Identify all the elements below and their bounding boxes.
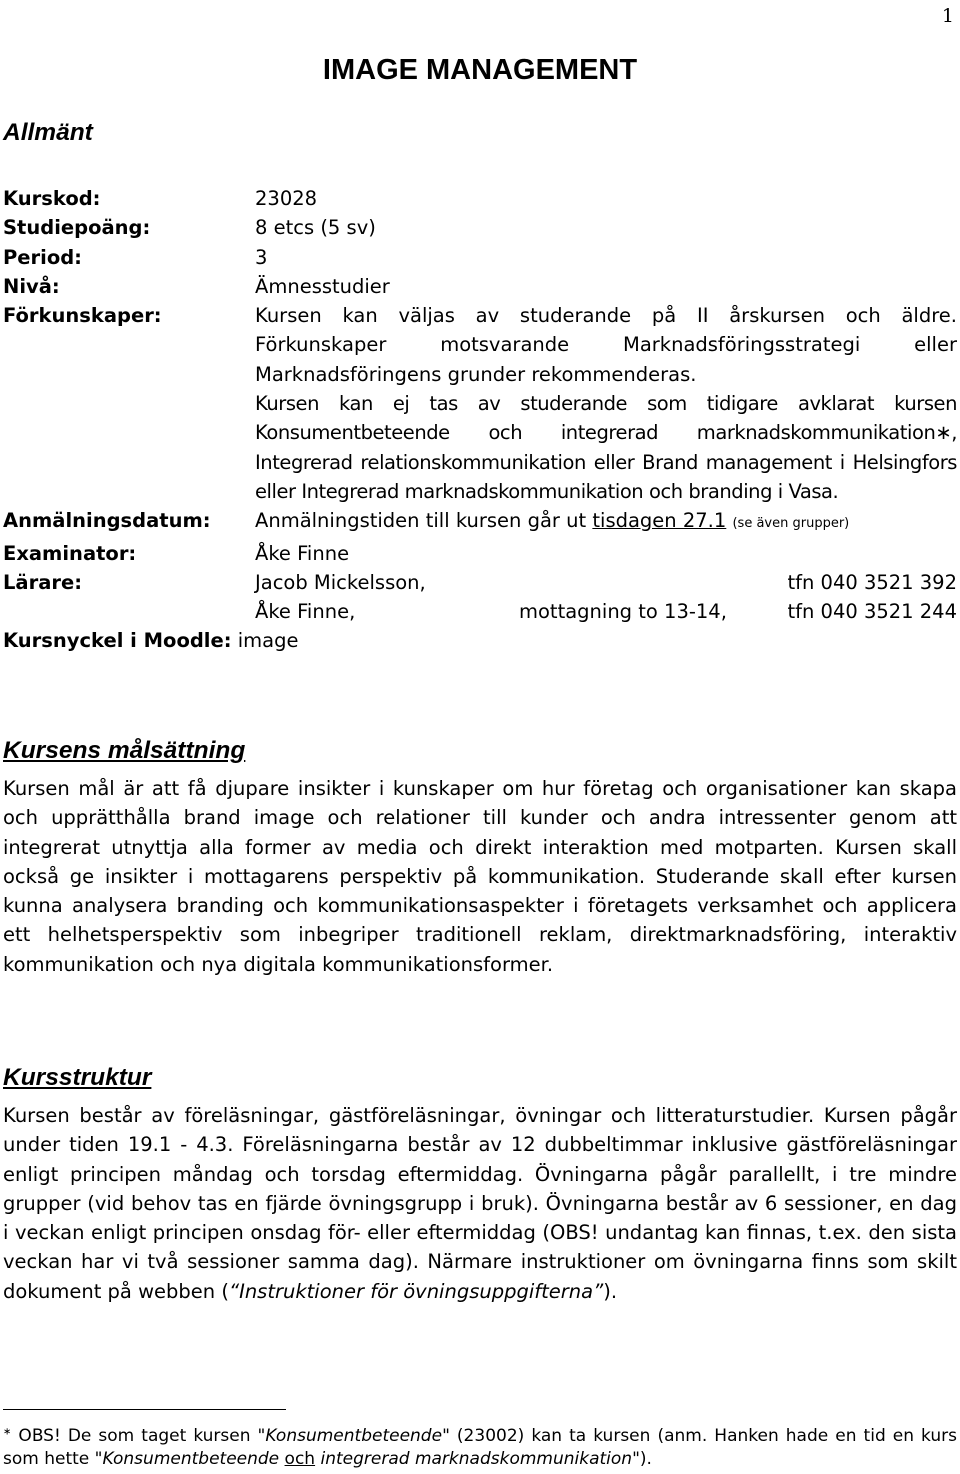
course-key-value: image — [237, 629, 299, 653]
info-row-kursnyckel — [3, 626, 957, 655]
info-value: 23028 — [255, 187, 318, 210]
registration-note: (se även grupper) — [732, 516, 850, 532]
section-heading-goals: Kursens målsättning — [3, 737, 246, 764]
info-row-kurskod — [3, 184, 957, 213]
teacher-reception: mottagning to 13-14, — [519, 600, 727, 624]
prerequisites-exclusion-text: Kursen kan ej tas av studerande som tidigare avklarat kursen Konsumentbeteende och integrerad marknadskommunikation∗, Integrerad relationskommunikation eller Brand management i Helsingfors eller Integrerad marknadskommunikation och branding i Vasa. — [255, 392, 957, 503]
info-row-niva — [3, 272, 957, 301]
section-heading-structure: Kursstruktur — [3, 1064, 152, 1091]
info-row-larare — [3, 568, 957, 627]
course-info-table — [3, 184, 957, 656]
info-label: Studiepoäng: — [3, 216, 151, 240]
info-label: Anmälningsdatum: — [3, 509, 211, 533]
info-value: Åke Finne — [255, 541, 350, 565]
registration-deadline-link[interactable]: tisdagen 27.1 — [592, 509, 727, 533]
info-row-forkunskaper — [3, 301, 957, 506]
info-value: Anmälningstiden till kursen går ut tisdagen 27.1 (se även grupper) — [255, 509, 850, 533]
info-row-anmalningsdatum — [3, 506, 957, 538]
info-label: Lärare: — [3, 570, 82, 594]
document-title: IMAGE MANAGEMENT — [322, 54, 638, 86]
exercise-instructions-link[interactable]: Instruktioner för övningsuppgifterna — [239, 1279, 594, 1303]
info-row-examinator — [3, 539, 957, 568]
teacher-phone: tfn 040 3521 244 — [787, 600, 957, 624]
info-row-period — [3, 243, 957, 272]
page-number: 1 — [941, 5, 954, 27]
section-heading-general: Allmänt — [3, 119, 93, 146]
prerequisites-text: Kursen kan väljas av studerande på II årskursen och äldre. Förkunskaper motsvarande Marknadsföringsstrategi eller Marknadsföringens grunder rekommenderas. — [255, 304, 957, 386]
teacher-phone: tfn 040 3521 392 — [787, 570, 957, 594]
teacher-row — [255, 597, 957, 626]
info-value: Ämnesstudier — [255, 274, 390, 298]
info-label: Period: — [3, 245, 82, 269]
teacher-name: Jacob Mickelsson, — [255, 570, 426, 594]
teacher-row — [255, 568, 957, 597]
info-label: Examinator: — [3, 541, 137, 565]
info-label: Förkunskaper: — [3, 304, 162, 328]
footnote: ∗ OBS! De som taget kursen "Konsumentbeteende" (23002) kan ta kursen (anm. Hanken hade en tid en kurs som hette "Konsumentbeteende och integrerad marknadskommunikation"). — [3, 1426, 957, 1469]
goals-paragraph: Kursen mål är att få djupare insikter i kunskaper om hur företag och organisationer kan skapa och upprätthålla brand image och relationer till kunder och andra intressenter genom att integrerat utnyttja alla former av media och direkt interaktion med motparten. Kursen skall också ge insikter i mottagarens perspektiv på kommunikation. Studerande skall efter kursen kunna analysera branding och kommunikationsaspekter i företagets verksamhet och applicera ett helhetsperspektiv som inbegriper traditionell reklam, direktmarknadsföring, interaktiv kommunikation och nya digitala kommunikationsformer. — [3, 777, 957, 976]
teacher-reception — [519, 568, 787, 597]
teacher-name: Åke Finne, — [255, 600, 356, 624]
structure-paragraph: Kursen består av föreläsningar, gästföreläsningar, övningar och litteraturstudier. Kursen pågår under tiden 19.1 - 4.3. Föreläsningarna består av 12 dubbeltimmar inklusive gästföreläsningar enligt principen måndag och torsdag eftermiddag. Övningarna pågår parallellt, i tre mindre grupper (vid behov tas en fjärde övningsgrupp i bruk). Övningarna består av 6 sessioner, en dag i veckan enligt principen onsdag för- eller eftermiddag (OBS! undantag kan finnas, t.ex. den sista veckan har vi två sessioner samma dag). Närmare instruktioner om övningarna finns som skilt dokument på webben (“Instruktioner för övningsuppgifterna”). — [3, 1104, 957, 1303]
footnote-marker: ∗ — [3, 1426, 12, 1438]
info-label: Kurskod: — [3, 187, 101, 210]
info-value — [255, 301, 957, 506]
footnote-marker: ∗ — [935, 421, 952, 445]
info-label: Nivå: — [3, 274, 60, 298]
footnote-divider — [3, 1409, 286, 1410]
info-label: Kursnyckel i Moodle: image — [3, 629, 299, 653]
info-value: 3 — [255, 245, 268, 269]
teacher-list — [255, 568, 957, 627]
info-row-studiepoang — [3, 213, 957, 242]
info-value: 8 etcs (5 sv) — [255, 216, 376, 240]
